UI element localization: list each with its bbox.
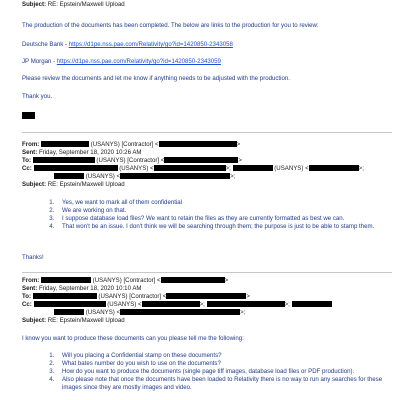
email3-question-list [22, 352, 386, 392]
redaction-box [41, 277, 91, 283]
cc-separator: >; [199, 301, 205, 308]
to-label: To: [22, 293, 32, 300]
sent-text: Friday, September 18, 2020 10:26 AM [38, 149, 142, 156]
subject-label: Subject: [22, 1, 47, 8]
jp-morgan-label: JP Morgan - [22, 58, 57, 65]
deutsche-bank-label: Deutsche Bank - [22, 41, 69, 48]
to-end: > [246, 293, 250, 300]
redaction-box [33, 293, 97, 299]
jp-morgan-link[interactable]: https://d1pe.nss.pae.com/Relativity/go?id=1420850-2343059 [56, 58, 221, 65]
to-text: (USANYS) [Contractor] < [94, 157, 165, 164]
cc-text-3: (USANYS) < [84, 309, 121, 316]
list-item: 3. I suppose database load files? We want to retain the files as they are currently formatted as best we can. [56, 215, 386, 223]
deutsche-bank-line [22, 41, 233, 49]
redaction-box [154, 165, 226, 171]
cc-separator: >; [230, 173, 236, 180]
list-item: 4. That won't be an issue. I don't think we will be searching through them; the purpose is just to be able to stamp them. [56, 223, 386, 231]
cc-text-3: (USANYS) < [84, 173, 121, 180]
email3-sent-line [22, 285, 141, 293]
email3-cc-line [22, 301, 332, 309]
redacted-signature [22, 112, 35, 119]
list-item: 4. Also please note that once the documents have been loaded to Relativity there is no way to run any searches for these images since they are mostly images and video. [56, 376, 386, 392]
to-text: (USANYS) [Contractor] < [96, 293, 167, 300]
email3-intro: I know you want to produce these documents can you please tell me the following: [22, 335, 244, 342]
redaction-box [309, 165, 359, 171]
sent-label: Sent: [22, 149, 38, 156]
jp-morgan-line [22, 58, 221, 66]
list-item: 1. Will you placing a Confidential stamp on these documents? [56, 352, 386, 360]
redaction-box [34, 301, 106, 307]
redaction-box [159, 141, 237, 147]
cc-separator: >; [284, 301, 290, 308]
email1-subject-line [22, 1, 125, 9]
email2-thanks: Thanks! [22, 254, 44, 261]
redaction-box [166, 293, 246, 299]
email3-from-line [22, 277, 228, 285]
list-item: 2. We are working on that. [56, 207, 386, 215]
cc-label: Cc: [22, 301, 32, 308]
from-text: (USANYS) [Contractor] < [88, 141, 159, 148]
redaction-box [120, 309, 240, 315]
subject-text: RE: Epstein/Maxwell Upload [47, 317, 125, 324]
email2-cc-line [22, 165, 364, 173]
email-divider [22, 272, 392, 273]
subject-label: Subject: [22, 317, 47, 324]
redaction-box [207, 301, 285, 307]
cc-separator: >; [358, 165, 364, 172]
email2-from-line [22, 141, 240, 149]
list-item: 3. How do you want to produce the documents (single page tiff images, database load files or PDF production). [56, 368, 386, 376]
email1-intro: The production of the documents has been completed. The below are links to the production for you to review: [22, 22, 319, 29]
list-item: 1. Yes, we want to mark all of them confidential [56, 199, 386, 207]
email3-to-line [22, 293, 250, 301]
redaction-box [54, 173, 84, 179]
redaction-box [142, 301, 200, 307]
email2-response-list [22, 199, 386, 231]
from-label: From: [22, 277, 40, 284]
from-end: > [236, 141, 241, 148]
cc-separator: >; [240, 309, 246, 316]
email3-subject-line [22, 317, 125, 325]
cc-separator: >; [225, 165, 231, 172]
subject-text: RE: Epstein/Maxwell Upload [47, 1, 125, 8]
redaction-box [34, 165, 118, 171]
redaction-box [33, 157, 95, 163]
redaction-box [54, 309, 84, 315]
sent-label: Sent: [22, 285, 38, 292]
redaction-box [292, 301, 332, 307]
sent-text: Friday, September 18, 2020 10:10 AM [38, 285, 142, 292]
email2-sent-line [22, 149, 141, 157]
cc-text-1: (USANYS) < [117, 165, 154, 172]
email2-to-line [22, 157, 242, 165]
subject-text: RE: Epstein/Maxwell Upload [47, 181, 125, 188]
email-divider [22, 132, 392, 133]
redaction-box [120, 173, 230, 179]
to-label: To: [22, 157, 32, 164]
redaction-box [164, 157, 238, 163]
email3-cc-line-2 [54, 309, 245, 317]
redaction-box [41, 141, 89, 147]
subject-label: Subject: [22, 181, 47, 188]
email1-thanks: Thank you. [22, 93, 53, 100]
list-item: 2. What bates number do you wish to use on the documents? [56, 360, 386, 368]
cc-label: Cc: [22, 165, 32, 172]
deutsche-bank-link[interactable]: https://d1pe.nss.pae.com/Relativity/go?id=1420850-2343058 [68, 41, 233, 48]
email2-subject-line [22, 181, 125, 189]
redaction-box [161, 277, 225, 283]
cc-text-1: (USANYS) < [105, 301, 142, 308]
from-end: > [224, 277, 229, 284]
redaction-box [233, 165, 273, 171]
cc-text-2: (USANYS) < [272, 165, 309, 172]
to-end: > [238, 157, 242, 164]
email1-review-text: Please review the documents and let me know if anything needs to be adjusted with the production. [22, 75, 290, 82]
email2-cc-line-2 [54, 173, 235, 181]
from-text: (USANYS) [Contractor] < [90, 277, 161, 284]
from-label: From: [22, 141, 40, 148]
